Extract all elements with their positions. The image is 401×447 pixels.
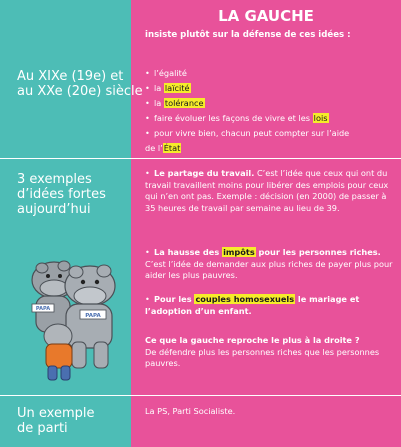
- list-item-continued: [145, 141, 393, 156]
- list-item: • faire évoluer les façons de vivre et les lois: [145, 113, 328, 123]
- row-label-line: d’idées fortes: [17, 187, 106, 202]
- highlighted-term: lois: [313, 113, 328, 123]
- row-label-line: Au XIXe (19e) et: [17, 69, 124, 84]
- example-2: • La hausse des impôts pour les personnes riches. C’est l’idée de demander aux plus riches de payer plus pour aider les plus pauvres.: [145, 247, 393, 280]
- question-block: [145, 335, 393, 370]
- example-heading: le mariage et l’adoption d’un enfant.: [145, 294, 360, 316]
- idea-text: la: [154, 98, 164, 108]
- highlighted-term: couples homosexuels: [195, 294, 295, 304]
- question-answer: De défendre plus les personnes riches que les personnes pauvres.: [145, 346, 380, 368]
- example-text: C’est l’idée de demander aux plus riches de payer plus pour aider les plus pauvres.: [145, 258, 393, 280]
- sign-label: PAPA: [35, 306, 51, 312]
- idea-text: de l’: [145, 143, 163, 153]
- ideas-list: [145, 66, 393, 156]
- row-label-line: aujourd’hui: [17, 202, 91, 217]
- row-label-line: de parti: [17, 421, 68, 436]
- idea-text: l’égalité: [154, 68, 187, 78]
- row-label-line: Un exemple: [17, 406, 95, 421]
- example-heading: La hausse des: [154, 247, 223, 257]
- party-text: La PS, Parti Socialiste.: [145, 406, 236, 416]
- row-label-examples: [17, 172, 106, 217]
- list-item: • pour vivre bien, chacun peut compter sur l’aide: [145, 128, 350, 138]
- highlighted-term: État: [163, 143, 181, 153]
- highlighted-term: laïcité: [164, 83, 190, 93]
- sign-label: PAPA: [85, 313, 101, 319]
- list-item: • l’égalité: [145, 68, 187, 78]
- row-label-line: au XXe (20e) siècle: [17, 84, 143, 99]
- example-heading: pour les personnes riches.: [255, 247, 381, 257]
- example-heading: Le partage du travail.: [154, 168, 255, 178]
- row-label-party: [17, 406, 94, 436]
- highlighted-term: impôts: [223, 247, 255, 257]
- idea-text: pour vivre bien, chacun peut compter sur l’aide: [154, 128, 350, 138]
- page-subtitle: insiste plutôt sur la défense de ces idées :: [145, 30, 351, 40]
- hippo-child: [44, 324, 72, 380]
- idea-text: la: [154, 83, 164, 93]
- question-heading: Ce que la gauche reproche le plus à la droite ?: [145, 335, 360, 345]
- example-3: • Pour les couples homosexuels le mariage et l’adoption d’un enfant.: [145, 294, 360, 316]
- list-item: • la tolérance: [145, 98, 204, 108]
- sign-right: [80, 310, 106, 319]
- highlighted-term: tolérance: [164, 98, 204, 108]
- row-label-line: 3 exemples: [17, 172, 92, 187]
- hippo-illustration: [18, 238, 128, 388]
- example-heading: Pour les: [154, 294, 195, 304]
- idea-text: faire évoluer les façons de vivre et les: [154, 113, 313, 123]
- row-label-ideas: [17, 69, 143, 99]
- sign-left: [32, 304, 54, 312]
- row-divider: [0, 395, 401, 396]
- example-text: C’est l’idée que ceux qui ont du travail travaillent moins pour libérer des emplois pour ceux qui n’en ont pas. Exemple : décision (en 2000) de passer à 35 heures de travail par semaine au lieu de 39.: [145, 168, 389, 213]
- list-item: • la laïcité: [145, 83, 190, 93]
- page-title: LA GAUCHE: [218, 7, 314, 25]
- row-divider: [0, 158, 401, 159]
- example-1: • Le partage du travail. C’est l’idée que ceux qui ont du travail travaillent moins pour libérer des emplois pour ceux qui n’en ont pas. Exemple : décision (en 2000) de passer à 35 heures de travail par semaine au lieu de 39.: [145, 168, 389, 213]
